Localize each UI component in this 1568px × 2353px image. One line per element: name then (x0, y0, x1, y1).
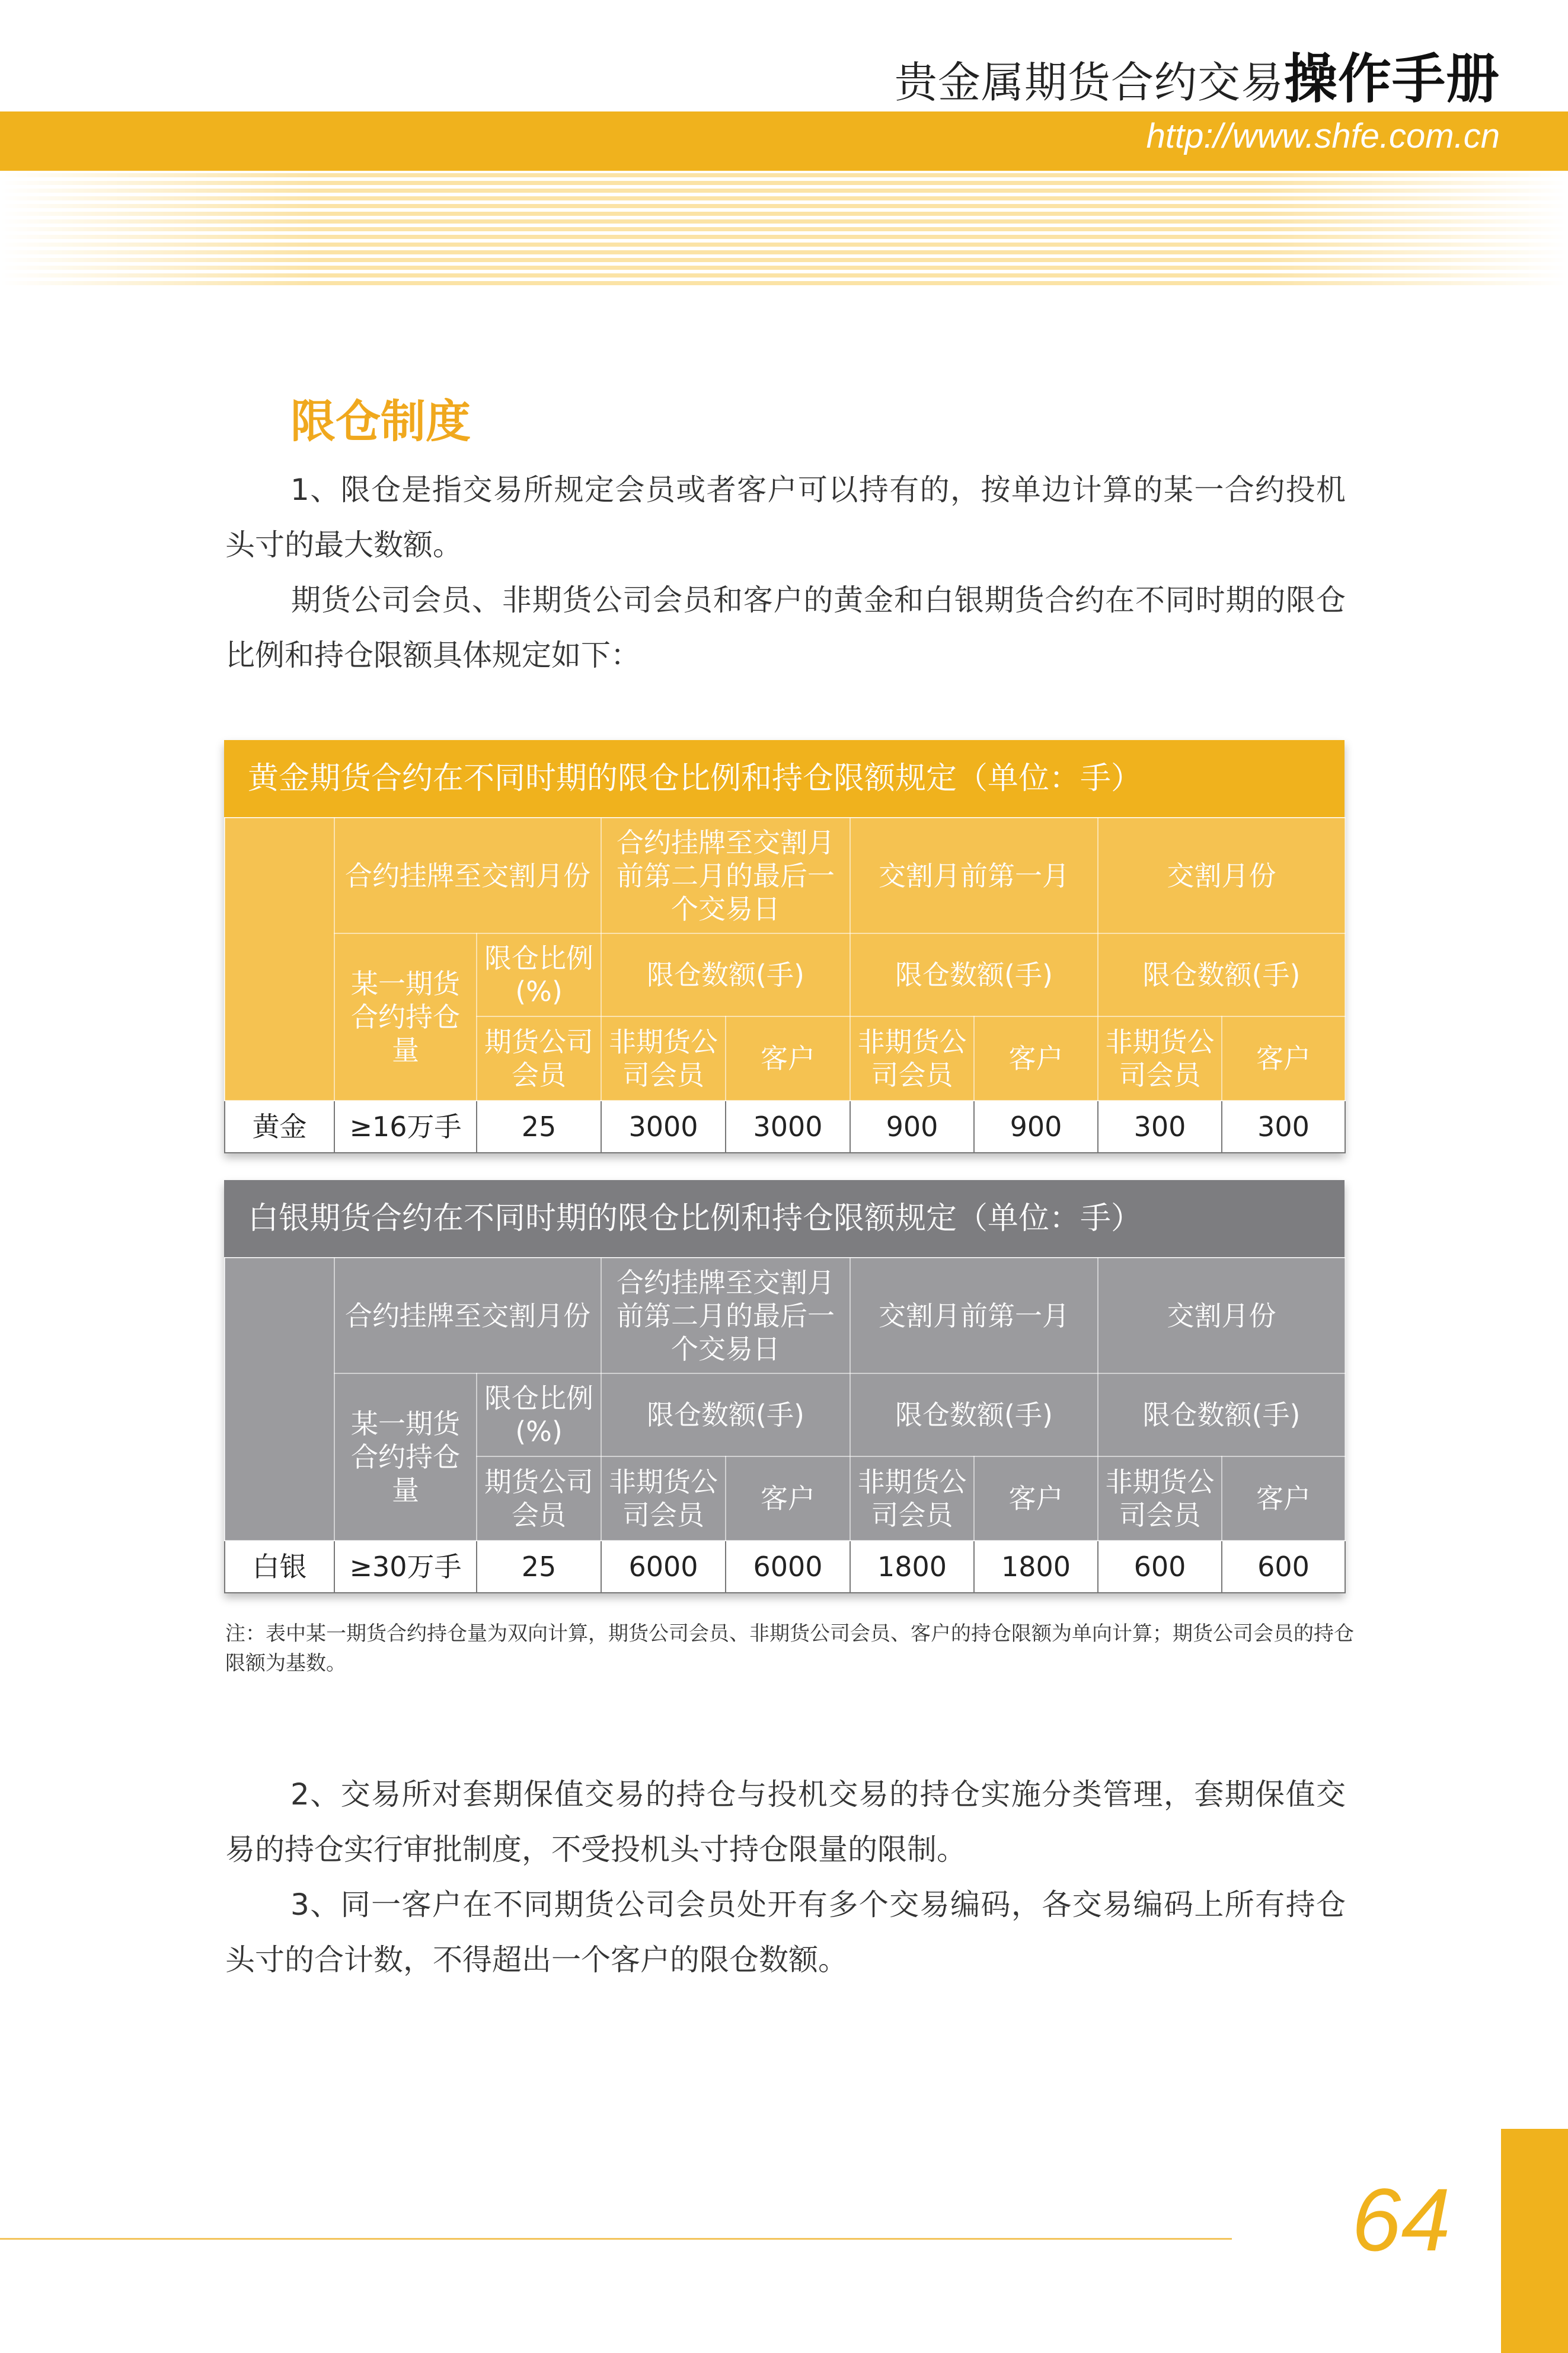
paragraph-1 (225, 463, 1346, 573)
gold-table-caption: 黄金期货合约在不同时期的限仓比例和持仓限额规定（单位：手） (224, 740, 1345, 817)
header-period2: 合约挂牌至交割月前第二月的最后一个交易日 (601, 1258, 850, 1373)
header-period1: 合约挂牌至交割月份 (334, 818, 601, 933)
header-period1: 合约挂牌至交割月份 (334, 1258, 601, 1373)
silver-table-caption: 白银期货合约在不同时期的限仓比例和持仓限额规定（单位：手） (224, 1180, 1345, 1257)
cell-metal: 黄金 (225, 1101, 334, 1153)
footer-accent-block (1501, 2129, 1568, 2353)
header-futures-member: 期货公司会员 (477, 1016, 601, 1101)
paragraph-3 (225, 1767, 1346, 1877)
header-period3: 交割月前第一月 (850, 818, 1098, 933)
header-customer: 客户 (726, 1016, 850, 1101)
header-futures-member: 期货公司会员 (477, 1456, 601, 1541)
header-period2: 合约挂牌至交割月前第二月的最后一个交易日 (601, 818, 850, 933)
cell-value: 900 (974, 1101, 1098, 1153)
header-customer: 客户 (974, 1016, 1098, 1101)
manual-title (895, 36, 1500, 113)
cell-value: 600 (1098, 1541, 1222, 1593)
cell-value: 3000 (726, 1101, 850, 1153)
paragraph-3-text: 2、交易所对套期保值交易的持仓与投机交易的持仓实施分类管理，套期保值交易的持仓实行审批制度，不受投机头寸持仓限量的限制。 (225, 1777, 1346, 1867)
header-limit: 限仓数额(手) (1098, 1373, 1345, 1456)
paragraph-1-text: 1、限仓是指交易所规定会员或者客户可以持有的，按单边计算的某一合约投机头寸的最大数额。 (225, 473, 1346, 562)
corner-cell (225, 1258, 334, 1541)
gold-limit-table (224, 740, 1345, 1153)
cell-value: 1800 (850, 1541, 974, 1593)
header-ratio: 限仓比例(%) (477, 1373, 601, 1456)
paragraph-2 (225, 573, 1346, 683)
silver-limit-table (224, 1180, 1345, 1593)
manual-title-prefix: 贵金属期货合约交易 (894, 58, 1284, 107)
header-non-futures-member: 非期货公司会员 (601, 1016, 726, 1101)
cell-value: 600 (1222, 1541, 1345, 1593)
cell-value: 1800 (974, 1541, 1098, 1593)
section-title: 限仓制度 (290, 395, 471, 448)
header-period3: 交割月前第一月 (850, 1258, 1098, 1373)
header-customer: 客户 (1222, 1016, 1345, 1101)
cell-position: ≥30万手 (334, 1541, 477, 1593)
paragraph-4 (225, 1877, 1346, 1988)
table-row (225, 1541, 1345, 1593)
header-customer: 客户 (1222, 1456, 1345, 1541)
header-limit: 限仓数额(手) (601, 1373, 850, 1456)
header-period4: 交割月份 (1098, 1258, 1345, 1373)
header-non-futures-member: 非期货公司会员 (601, 1456, 726, 1541)
website-url[interactable]: http://www.shfe.com.cn (1146, 117, 1500, 155)
header-period4: 交割月份 (1098, 818, 1345, 933)
header-position: 某一期货合约持仓量 (334, 1373, 477, 1541)
cell-value: 6000 (726, 1541, 850, 1593)
header-non-futures-member: 非期货公司会员 (850, 1456, 974, 1541)
header-limit: 限仓数额(手) (601, 933, 850, 1016)
header-limit: 限仓数额(手) (850, 933, 1098, 1016)
table-row (225, 1101, 1345, 1153)
page-number: 64 (1352, 2170, 1451, 2269)
paragraph-2-text: 期货公司会员、非期货公司会员和客户的黄金和白银期货合约在不同时期的限仓比例和持仓限额具体规定如下： (225, 583, 1346, 672)
footer-line (0, 2238, 1232, 2240)
cell-value: 900 (850, 1101, 974, 1153)
header-customer: 客户 (726, 1456, 850, 1541)
cell-value: 300 (1098, 1101, 1222, 1153)
cell-ratio: 25 (477, 1101, 601, 1153)
header-position: 某一期货合约持仓量 (334, 933, 477, 1101)
cell-ratio: 25 (477, 1541, 601, 1593)
header-customer: 客户 (974, 1456, 1098, 1541)
header-limit: 限仓数额(手) (1098, 933, 1345, 1016)
decorative-stripes (0, 173, 1568, 286)
cell-value: 6000 (601, 1541, 726, 1593)
cell-metal: 白银 (225, 1541, 334, 1593)
header-non-futures-member: 非期货公司会员 (850, 1016, 974, 1101)
header-non-futures-member: 非期货公司会员 (1098, 1016, 1222, 1101)
header-non-futures-member: 非期货公司会员 (1098, 1456, 1222, 1541)
cell-value: 300 (1222, 1101, 1345, 1153)
table-footnote: 注：表中某一期货合约持仓量为双向计算，期货公司会员、非期货公司会员、客户的持仓限额为单向计算；期货公司会员的持仓限额为基数。 (225, 1622, 1354, 1675)
header-limit: 限仓数额(手) (850, 1373, 1098, 1456)
paragraph-4-text: 3、同一客户在不同期货公司会员处开有多个交易编码，各交易编码上所有持仓头寸的合计数，不得超出一个客户的限仓数额。 (225, 1887, 1346, 1977)
manual-title-bold: 操作手册 (1284, 48, 1500, 110)
header-ratio: 限仓比例(%) (477, 933, 601, 1016)
cell-value: 3000 (601, 1101, 726, 1153)
cell-position: ≥16万手 (334, 1101, 477, 1153)
corner-cell (225, 818, 334, 1101)
